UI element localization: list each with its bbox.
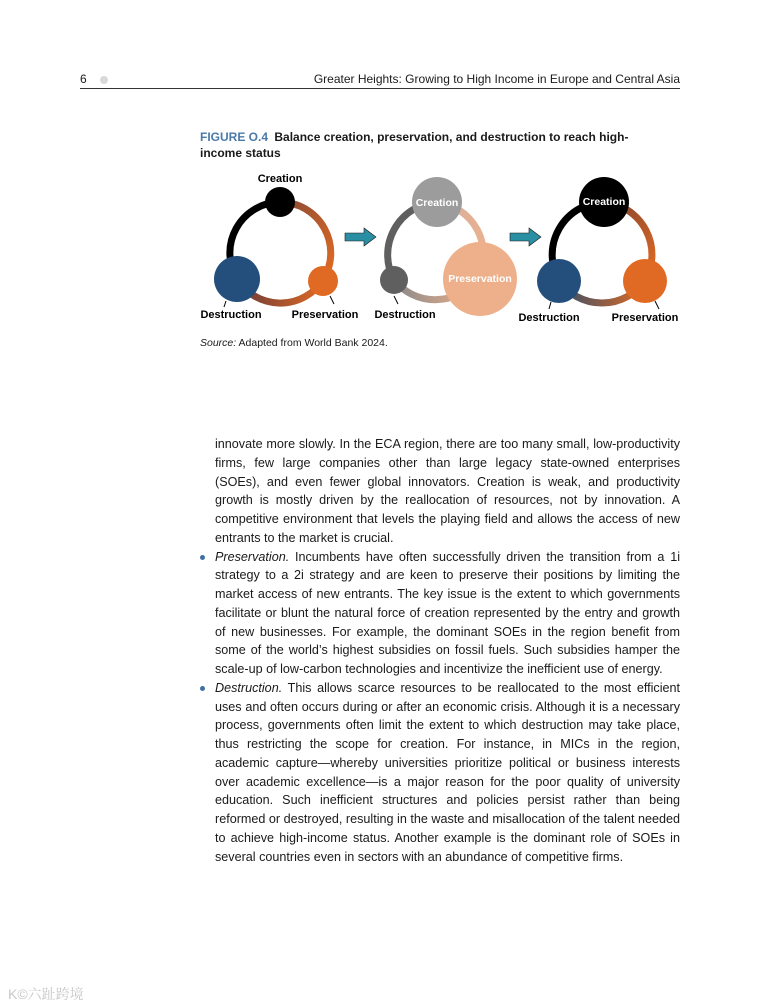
- source-text: Adapted from World Bank 2024.: [236, 337, 388, 349]
- figure-label: FIGURE O.4: [200, 130, 269, 144]
- panel-2-destruction-node: [380, 266, 408, 294]
- panel-3-leader-left: [549, 302, 551, 309]
- panel-3-destruction-node: [537, 259, 581, 303]
- panel-3-destruction-label: Destruction: [518, 312, 580, 324]
- panel-3-preservation-label: Preservation: [611, 312, 679, 324]
- panel-2-creation-label: Creation: [415, 197, 459, 209]
- bullet-term: Preservation.: [215, 549, 290, 564]
- body-text: [215, 435, 680, 866]
- panel-1-creation-label: Creation: [257, 173, 303, 185]
- panel-2-leader-left: [394, 296, 398, 304]
- panel-1-preservation-label: Preservation: [291, 309, 359, 321]
- panel-3: [518, 177, 678, 324]
- bullet-text: Incumbents have often successfully driven the transition from a 1i strategy to a 2i strategy and are keen to preserve their positions by limiting the market access of new entrants. The key issue is the extent to which governments facilitate or blunt the natural force of creation represented by the entry and growth of new businesses. For example, the dominant SOEs in the region benefit from some of the world’s highest subsidies on fossil fuels. Such subsidies hamper the scale-up of low-carbon technologies and incentivize the inefficient use of energy.: [215, 549, 680, 676]
- bullet-destruction: [215, 679, 680, 867]
- bullet-term: Destruction.: [215, 680, 283, 695]
- panel-1-creation-node: [265, 187, 295, 217]
- page-number: 6: [80, 72, 87, 86]
- panel-1-destruction-label: Destruction: [200, 309, 262, 321]
- page-dot-decoration: [100, 76, 108, 84]
- bullet-text: This allows scarce resources to be reallocated to the most efficient uses and often occurs during or after an economic crisis. Although it is a necessary process, governments often limit the extent to which destruction may take place, thus restricting the scope for creation. For instance, in MICs in the region, academic capture—whereby universities prioritize political or business interests over academic excellence—is a major reason for the poor quality of university education. Such inefficient structures and policies persist rather than being reformed or destroyed, resulting in the waste and misallocation of the talent needed to achieve high-income status. Another example is the dominant role of SOEs in several countries even in sectors with an abundance of competitive firms.: [215, 680, 680, 864]
- bullet-preservation: [215, 548, 680, 679]
- figure-title: [200, 129, 630, 161]
- panel-3-creation-label: Creation: [582, 196, 626, 208]
- panel-1-leader-left: [224, 301, 226, 307]
- panel-2: [374, 177, 517, 321]
- source-label: Source:: [200, 337, 237, 349]
- figure-source: [200, 337, 388, 349]
- intro-paragraph: innovate more slowly. In the ECA region, there are too many small, low-productivity firms, few large companies other than large legacy state-owned enterprises (SOEs), and even fewer global innovators. Creation is weak, and productivity growth is mostly driven by the reallocation of resources, not by innovation. A competitive environment that levels the playing field and allows the access of new entrants to the market is crucial.: [215, 437, 680, 545]
- panel-2-destruction-label: Destruction: [374, 309, 436, 321]
- bullet-dot-icon: [200, 686, 205, 691]
- panel-1-leader-right: [330, 296, 334, 304]
- figure-diagram: [195, 168, 695, 328]
- panel-1-destruction-node: [214, 256, 260, 302]
- bullet-dot-icon: [200, 555, 205, 560]
- panel-1: [200, 173, 358, 321]
- watermark: K©六趾跨境: [8, 986, 84, 1002]
- running-title: Greater Heights: Growing to High Income in Europe and Central Asia: [313, 72, 680, 86]
- page-header: [80, 72, 680, 89]
- panel-3-preservation-node: [623, 259, 667, 303]
- figure-title-text: Balance creation, preservation, and destruction to reach high-income status: [200, 130, 629, 160]
- arrow-2-icon: [510, 228, 541, 246]
- panel-1-preservation-node: [308, 266, 338, 296]
- arrow-1-icon: [345, 228, 376, 246]
- panel-2-preservation-label: Preservation: [448, 273, 512, 285]
- panel-3-leader-right: [655, 301, 659, 309]
